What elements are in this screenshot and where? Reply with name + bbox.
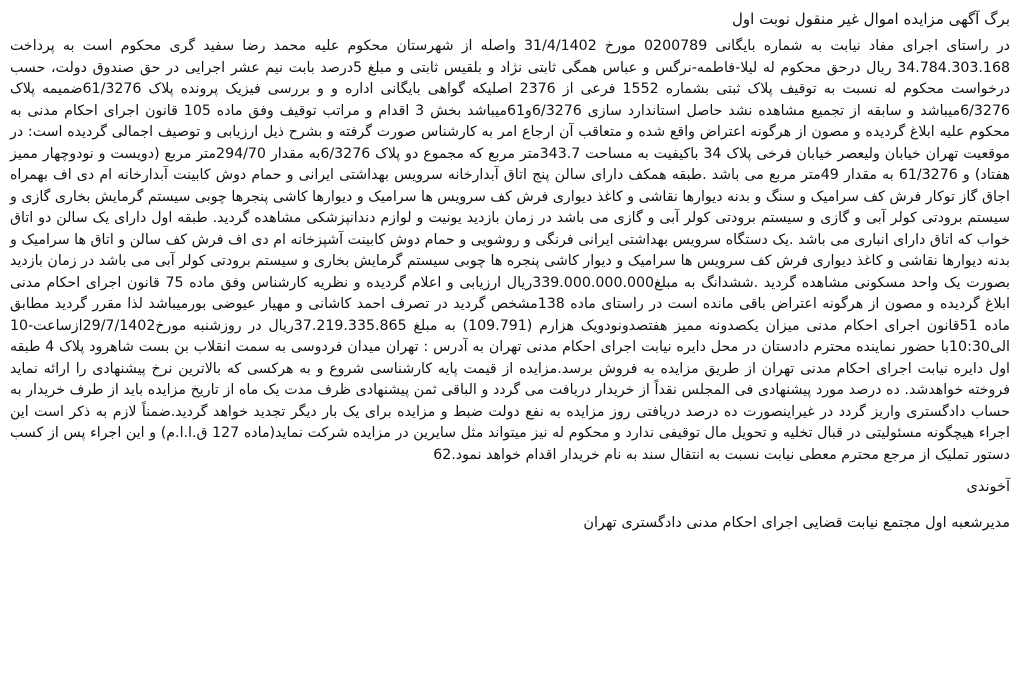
notice-title: برگ آگهی مزایده اموال غیر منقول نوبت اول [732, 10, 1010, 28]
signature-organization: مدیرشعبه اول مجتمع نیابت قضایی اجرای احکام مدنی دادگستری تهران [583, 515, 1010, 531]
notice-body [10, 36, 1010, 466]
notice-paragraph: در راستای اجرای مفاد نیابت به شماره بایگانی 0200789 مورخ 31/4/1402 واصله از شهرستان محکوم علیه محمد رضا سفید گری محکوم است به پرداخت 34.784.303.168 ریال درحق محکوم له لیلا-فاطمه-نرگس و عباس همگی ثابتی نژاد و بلقیس ثابتی و مبلغ 5درصد بابت نیم عشر اجرایی در حق صندوق دولت، حسب درخواست محکوم له نسبت به توقیف پلاک ثبتی بشماره 1552 فرعی از 2376 اصلیکه گواهی بایگانی اداره و و بررسی فیزیک پرونده پلاک 61/3276ضمیمه پلاک 6/3276میباشد و سابقه از تجمیع مشاهده نشد حاصل استاندارد سازی 6/3276و61میباشد بخش 3 اقدام و مراتب توقیف وفق ماده 105 قانون اجرای احکام مدنی به محکوم علیه ابلاغ گردیده و مصون از هرگونه اعتراض واقع شده و متعاقب آن ارجاع امر به کارشناس صورت گرفته و بشرح ذیل ارزیابی و توصیف اجمالی گردیده است: در موقعیت تهران خیابان ولیعصر خیابان فرخی پلاک 34 باکیفیت به مساحت 343.7متر مربع که مجموع دو پلاک 6/3276به مقدار 294/70متر مربع (دویست و نودوچهار ممیز هفتاد) و 61/3276 به مقدار 49متر مربع می باشد .طبقه همکف دارای سالن پنج اتاق آبدارخانه سرویس بهداشتی ایرانی و حمام دوش کابینت آبدارخانه ام دی اف بهمراه اجاق گاز توکار فرش کف سرامیک و سنگ و بدنه دیوارها نقاشی و کاغذ دیواری فرش کف سرویس ها سرامیک و دیوارها کاشی پنجرها چوبی سیستم گرمایش بخاری گازی و سیستم برودتی کولر آبی و گازی و سیستم برودتی کولر آبی و گازی می باشد در زمان بازدید یونیت و لوازم دندانپزشکی مشاهده گردید. طبقه اول دارای یک سالن دو اتاق خواب که اتاق دارای انباری می باشد .یک دستگاه سرویس بهداشتی ایرانی فرنگی و روشویی و حمام دوش کابینت آشپزخانه ام دی اف فرش کف سالن و اتاق ها سرامیک و بدنه دیوارها نقاشی و کاغذ دیواری فرش کف سرویس ها سرامیک و دیوار کاشی پنجره ها چوبی سیستم گرمایش بخاری و سیستم برودتی کولر آبی می باشد در زمان بازدید بصورت یک واحد مسکونی مشاهده گردید .ششدانگ به مبلغ339.000.000.000ریال ارزیابی و اعلام گردیده و نظریه کارشناس وفق ماده 75 قانون اجرای احکام مدنی ابلاغ گردیده و مصون از هرگونه اعتراض باقی مانده است در راستای ماده 138مشخص گردید در تصرف احمد کاشانی و مهیار عیوضی بورمیباشد لذا مقرر گردید مطابق ماده 51قانون اجرای احکام مدنی میزان یکصدونه ممیز هفتصدونودویک هزارم (109.791) به مبلغ 37.219.335.865ریال در روزشنبه مورخ29/7/1402ازساعت-10 الی10:30با حضور نماینده محترم دادستان در محل دایره نیابت اجرای احکام مدنی تهران به آدرس : تهران میدان فردوسی به سمت انقلاب بن بست شاهرود پلاک 4 طبقه اول دایره نیابت اجرای احکام مدنی تهران از طریق مزایده به فروش برسد.مزایده از قیمت پایه کارشناسی شروع و به هرکسی که بالاترین نرخ پیشنهادی را ارائه نماید فروخته خواهدشد. ده درصد مورد پیشنهادی فی المجلس نقداً از خریدار دریافت می گردد و الباقی ثمن پیشنهادی ظرف مدت یک ماه از تاریخ مزایده باید از طرف خریدار به حساب دادگستری واریز گردد در غیراینصورت ده درصد دریافتی روز مزایده به نفع دولت ضبط و مزایده برای یک بار دیگر تجدید خواهد گردید.ضمناً لازم به ذکر است این اجراء هیچگونه مسئولیتی در قبال تخلیه و تحویل مال توقیفی ندارد و محکوم له نیز میتواند مثل سایرین در مزایده شرکت نماید(ماده 127 ق.ا.ا.م) و این اجراء پس از کسب دستور تملیک از مرجع محترم معطی نیابت نسبت به انتقال سند به نام خریدار اقدام خواهد نمود.62 [10, 38, 1011, 463]
signature-name: آخوندی [966, 479, 1010, 495]
signature-block [10, 476, 1010, 534]
